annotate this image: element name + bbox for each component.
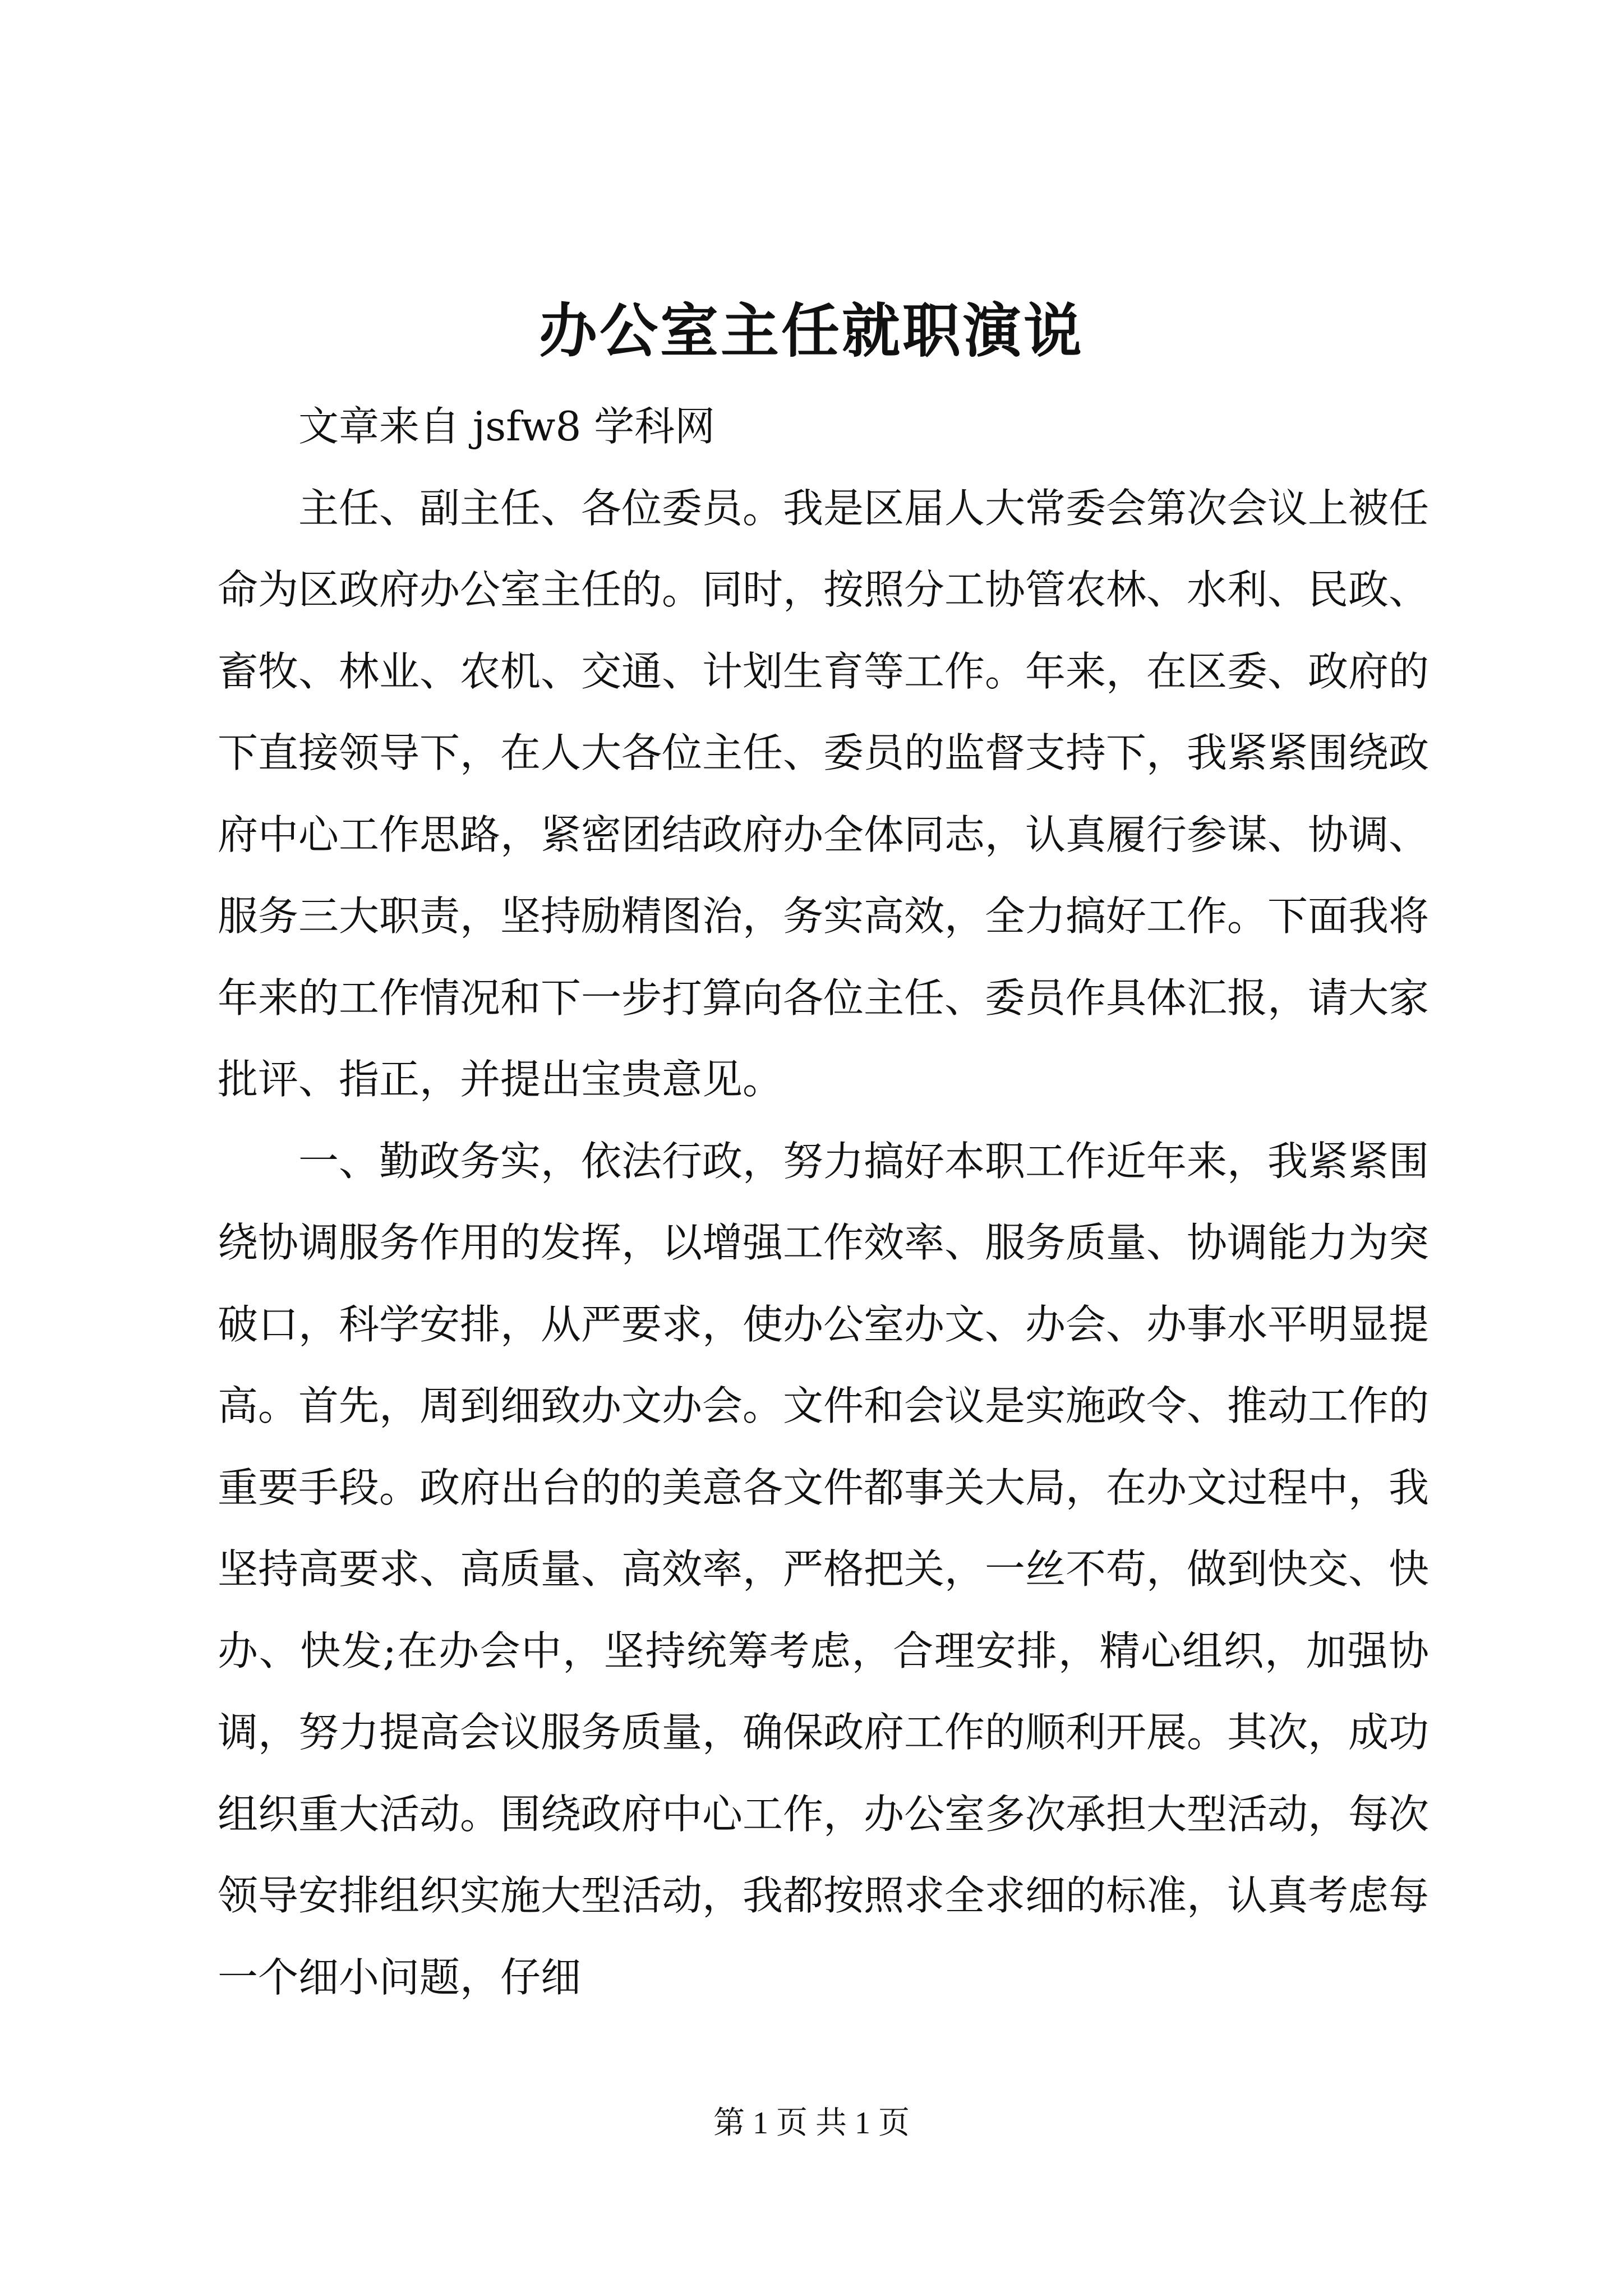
page-footer: 第 1 页 共 1 页 — [713, 2106, 910, 2141]
document-body — [218, 386, 1429, 2018]
document-title: 办公室主任就职演说 — [538, 297, 1084, 365]
source-line: 文章来自 jsfw8 学科网 — [298, 403, 716, 450]
body-paragraph: 一、勤政务实，依法行政，努力搞好本职工作近年来，我紧紧围绕协调服务作用的发挥，以增强工作效率、服务质量、协调能力为突破口，科学安排，从严要求，使办公室办文、办会、办事水平明显提高。首先，周到细致办文办会。文件和会议是实施政令、推动工作的重要手段。政府出台的的美意各文件都事关大局，在办文过程中，我坚持高要求、高质量、高效率，严格把关，一丝不苟，做到快交、快办、快发;在办会中，坚持统筹考虑，合理安排，精心组织，加强协调，努力提高会议服务质量，确保政府工作的顺利开展。其次，成功组织重大活动。围绕政府中心工作，办公室多次承担大型活动，每次领导安排组织实施大型活动，我都按照求全求细的标准，认真考虑每一个细小问题，仔细 — [218, 1137, 1430, 2001]
body-paragraph: 主任、副主任、各位委员。我是区届人大常委会第次会议上被任命为区政府办公室主任的。同时，按照分工协管农林、水利、民政、畜牧、林业、农机、交通、计划生育等工作。年来，在区委、政府的下直接领导下，在人大各位主任、委员的监督支持下，我紧紧围绕政府中心工作思路，紧密团结政府办全体同志，认真履行参谋、协调、服务三大职责，坚持励精图治，务实高效，全力搞好工作。下面我将年来的工作情况和下一步打算向各位主任、委员作具体汇报，请大家批评、指正，并提出宝贵意见。 — [218, 484, 1430, 1103]
